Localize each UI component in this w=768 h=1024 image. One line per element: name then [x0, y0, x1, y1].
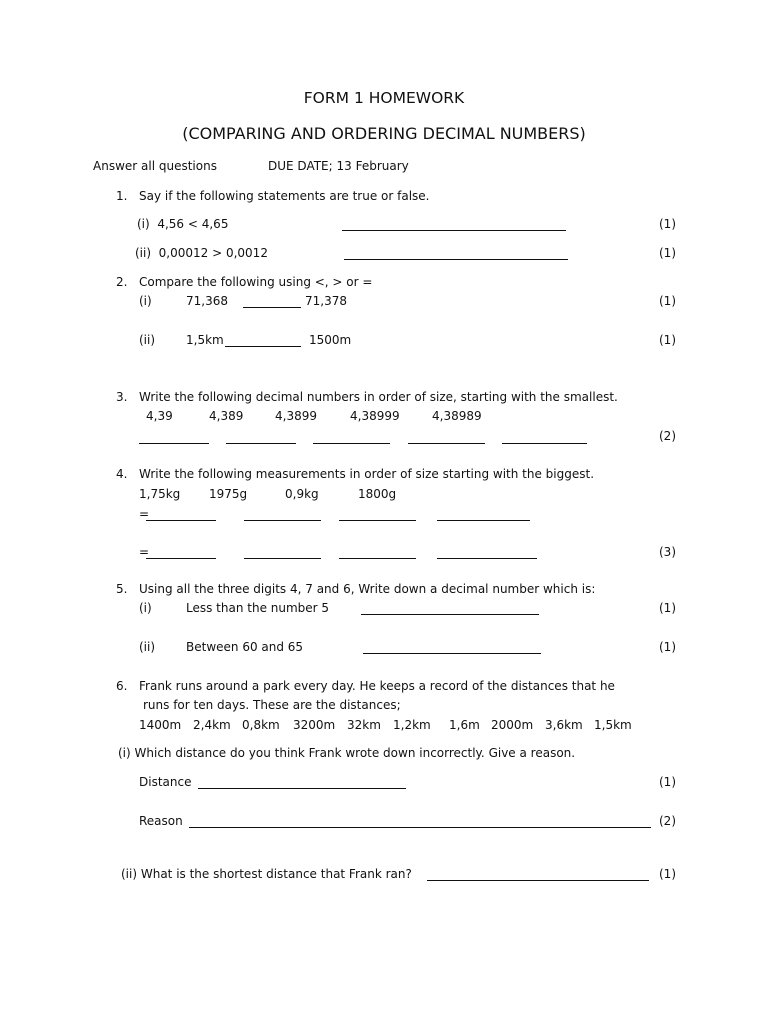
q3-number: 3. [116, 390, 128, 404]
q5-number: 5. [116, 582, 128, 596]
q3-number-item: 4,3899 [275, 409, 317, 423]
q3-number-item: 4,389 [209, 409, 244, 423]
q4-item: 1800g [358, 487, 397, 501]
page-title: FORM 1 HOMEWORK [303, 89, 465, 107]
q3-text: Write the following decimal numbers in order of size, starting with the smallest. [139, 390, 618, 404]
q1-mark-ii: (1) [659, 246, 676, 260]
q6-distance-label: Distance [139, 775, 192, 789]
q2-left-ii: 1,5km [186, 333, 224, 347]
q2-label-i: (i) [139, 294, 152, 308]
q5-answer-line-ii[interactable] [363, 653, 541, 654]
q5-mark-ii: (1) [659, 640, 676, 654]
q6-distance: 3,6km [545, 718, 583, 732]
q1-mark-i: (1) [659, 217, 676, 231]
q6-distance: 32km [347, 718, 381, 732]
q5-text-ii: Between 60 and 65 [186, 640, 304, 654]
q4-answer-line[interactable] [146, 558, 216, 559]
q3-answer-line[interactable] [408, 443, 485, 444]
q3-answer-line[interactable] [502, 443, 587, 444]
q4-item: 1975g [209, 487, 248, 501]
q3-number-item: 4,38999 [350, 409, 400, 423]
q4-item: 1,75kg [139, 487, 181, 501]
q4-equals-1: = [139, 507, 150, 521]
q2-text: Compare the following using <, > or = [139, 275, 373, 289]
q6-distance: 2000m [491, 718, 534, 732]
q2-mark-i: (1) [659, 294, 676, 308]
q4-number: 4. [116, 467, 128, 481]
q3-answer-line[interactable] [226, 443, 296, 444]
q1-number: 1. [116, 189, 128, 203]
q1-statement-ii: (ii) 0,00012 > 0,0012 [135, 246, 268, 260]
q6-distance: 3200m [293, 718, 336, 732]
q4-answer-line[interactable] [244, 558, 321, 559]
q6-distance: 0,8km [242, 718, 280, 732]
q4-mark: (3) [659, 545, 676, 559]
q6-distance-mark: (1) [659, 775, 676, 789]
page-subtitle: (COMPARING AND ORDERING DECIMAL NUMBERS) [182, 124, 586, 143]
q6-text-line-1: Frank runs around a park every day. He keeps a record of the distances that he [139, 679, 615, 693]
q6-distance: 1,6m [449, 718, 480, 732]
q4-answer-line[interactable] [146, 520, 216, 521]
q4-answer-line[interactable] [437, 520, 530, 521]
q2-left-i: 71,368 [186, 294, 228, 308]
q6-reason-label: Reason [139, 814, 183, 828]
q4-text: Write the following measurements in order of size starting with the biggest. [139, 467, 595, 481]
q6-part-ii: (ii) What is the shortest distance that Frank ran? [121, 867, 412, 881]
q1-statement-i: (i) 4,56 < 4,65 [137, 217, 229, 231]
q4-equals-2: = [139, 545, 150, 559]
q1-text: Say if the following statements are true or false. [139, 189, 430, 203]
q6-distance-answer-line[interactable] [198, 788, 406, 789]
q6-part-ii-answer-line[interactable] [427, 880, 649, 881]
q6-part-i: (i) Which distance do you think Frank wrote down incorrectly. Give a reason. [118, 746, 576, 760]
q2-number: 2. [116, 275, 128, 289]
q3-answer-line[interactable] [313, 443, 390, 444]
q4-answer-line[interactable] [339, 520, 416, 521]
q5-label-i: (i) [139, 601, 152, 615]
q3-mark: (2) [659, 429, 676, 443]
q2-right-ii: 1500m [309, 333, 352, 347]
q2-label-ii: (ii) [139, 333, 156, 347]
q4-item: 0,9kg [285, 487, 319, 501]
q5-text-i: Less than the number 5 [186, 601, 330, 615]
q5-label-ii: (ii) [139, 640, 156, 654]
q6-distance: 2,4km [193, 718, 231, 732]
q4-answer-line[interactable] [244, 520, 321, 521]
q2-answer-line-ii[interactable] [225, 346, 301, 347]
q6-distance: 1,5km [594, 718, 632, 732]
q6-distance: 1,2km [393, 718, 431, 732]
due-date: DUE DATE; 13 February [268, 159, 409, 173]
q6-distance: 1400m [139, 718, 182, 732]
q4-answer-line[interactable] [339, 558, 416, 559]
q5-answer-line-i[interactable] [361, 614, 539, 615]
q2-right-i: 71,378 [305, 294, 347, 308]
q3-answer-line[interactable] [139, 443, 209, 444]
q6-number: 6. [116, 679, 128, 693]
q6-text-line-2: runs for ten days. These are the distances; [143, 698, 401, 712]
instructions: Answer all questions [93, 159, 217, 173]
q2-mark-ii: (1) [659, 333, 676, 347]
q3-number-item: 4,39 [146, 409, 173, 423]
q6-reason-answer-line[interactable] [189, 827, 651, 828]
q2-answer-line-i[interactable] [243, 307, 301, 308]
q5-mark-i: (1) [659, 601, 676, 615]
q5-text: Using all the three digits 4, 7 and 6, Write down a decimal number which is: [139, 582, 596, 596]
q4-answer-line[interactable] [437, 558, 537, 559]
q3-number-item: 4,38989 [432, 409, 482, 423]
q1-answer-line-i[interactable] [342, 230, 566, 231]
q6-part-ii-mark: (1) [659, 867, 676, 881]
q6-reason-mark: (2) [659, 814, 676, 828]
q1-answer-line-ii[interactable] [344, 259, 568, 260]
